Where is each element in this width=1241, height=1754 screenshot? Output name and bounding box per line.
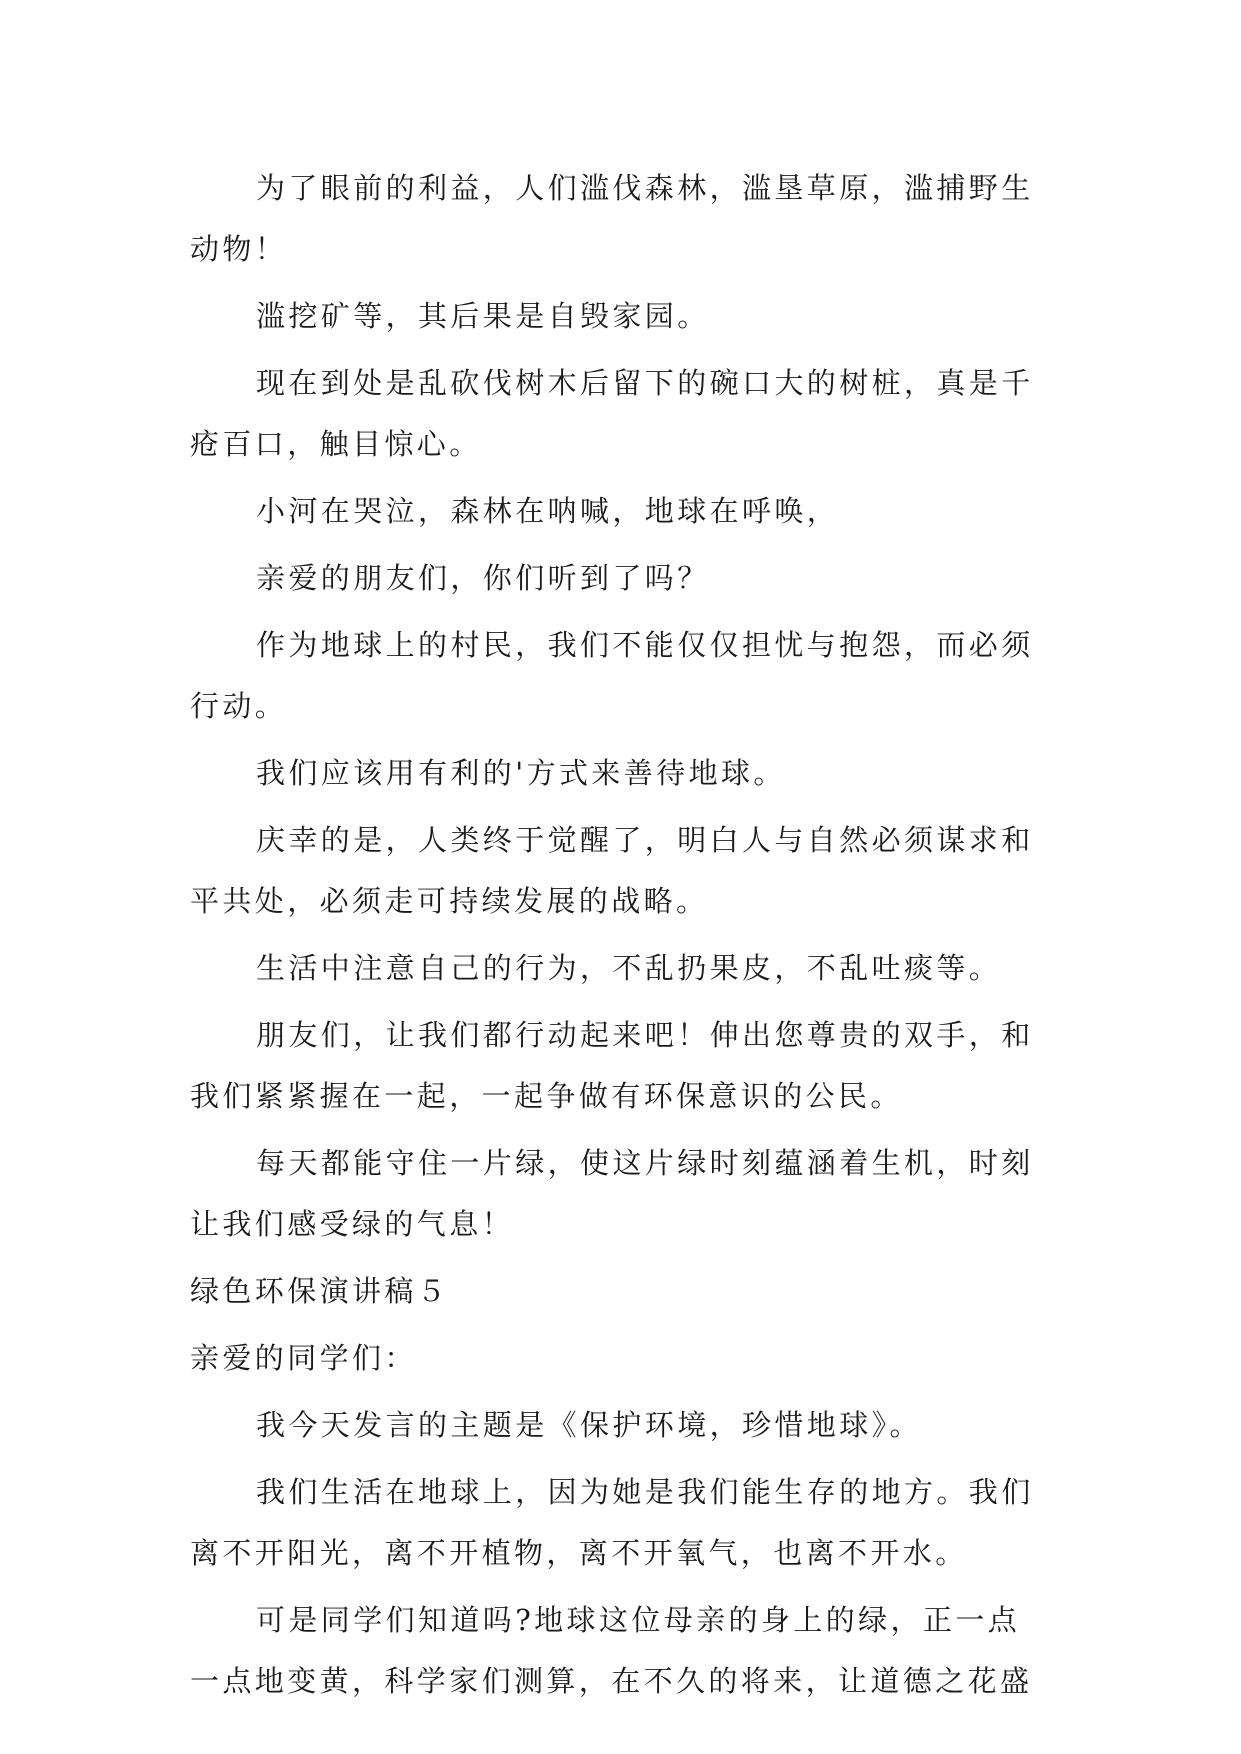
paragraph: 作为地球上的村民，我们不能仅仅担忧与抱怨，而必须行动。	[190, 628, 1034, 723]
paragraph: 朋友们，让我们都行动起来吧！伸出您尊贵的双手，和我们紧紧握在一起，一起争做有环保意识的公民。	[190, 1018, 1034, 1113]
paragraph: 可是同学们知道吗?地球这位母亲的身上的绿，正一点一点地变黄，科学家们测算，在不久的将来，让道德之花盛	[190, 1603, 1033, 1698]
paragraph: 滥挖矿等，其后果是自毁家园。	[256, 299, 710, 333]
paragraph: 庆幸的是，人类终于觉醒了，明白人与自然必须谋求和平共处，必须走可持续发展的战略。	[190, 823, 1034, 918]
paragraph: 每天都能守住一片绿，使这片绿时刻蕴涵着生机，时刻让我们感受绿的气息！	[190, 1146, 1034, 1241]
paragraph: 现在到处是乱砍伐树木后留下的碗口大的树桩，真是千疮百口，触目惊心。	[190, 366, 1034, 461]
paragraph: 生活中注意自己的行为，不乱扔果皮，不乱吐痰等。	[256, 951, 1002, 985]
paragraph: 我今天发言的主题是《保护环境，珍惜地球》。	[256, 1408, 922, 1442]
paragraph: 我们生活在地球上，因为她是我们能生存的地方。我们离不开阳光，离不开植物，离不开氧气，也离不开水。	[190, 1475, 1034, 1570]
document-body	[190, 158, 1052, 1718]
paragraph: 亲爱的朋友们，你们听到了吗？	[256, 561, 710, 595]
paragraph: 我们应该用有利的'方式来善待地球。	[256, 756, 786, 790]
paragraph: 小河在哭泣，森林在呐喊，地球在呼唤，	[256, 494, 840, 528]
salutation: 亲爱的同学们：	[190, 1341, 417, 1375]
section-heading: 绿色环保演讲稿５	[190, 1274, 450, 1308]
paragraph: 为了眼前的利益，人们滥伐森林，滥垦草原，滥捕野生动物！	[190, 171, 1034, 266]
